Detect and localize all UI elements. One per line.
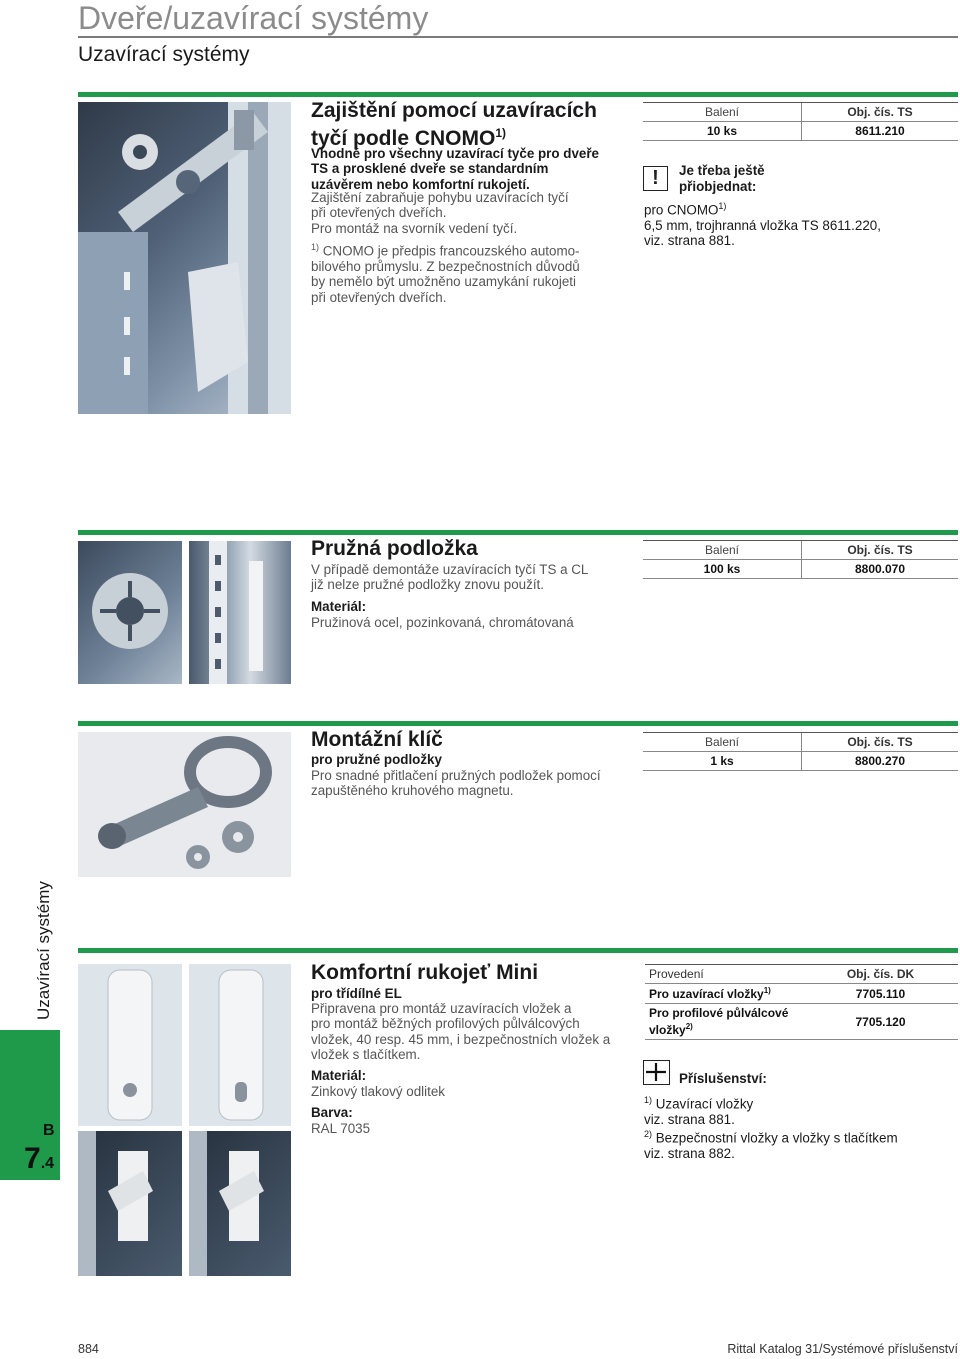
section-description: Zajištění zabraňuje pohybu uzavíracích tyčí při otevřených dveřích. Pro montáž na svorník vedení tyčí. [311, 190, 569, 236]
section-subtitle: pro třídílné EL [311, 986, 402, 1001]
section-divider [78, 530, 958, 535]
table-cell: 8611.210 [802, 122, 959, 141]
notice-text: pro CNOMO$^{1)}$ 6,5 mm, trojhranná vložka TS 8611.220, viz. strana 881. [644, 201, 881, 249]
section-divider [78, 721, 958, 726]
product-photo-handle-closed [78, 964, 182, 1126]
notice-title: Je třeba ještě přiobjednat: [679, 163, 765, 194]
material-label: Materiál: [311, 1068, 367, 1083]
page-title: Dveře/uzavírací systémy [78, 0, 429, 36]
product-photo-handle-cylinder [189, 964, 291, 1126]
catalog-name: Rittal Katalog 31/Systémové příslušenství [727, 1342, 958, 1356]
table-cell: 7705.110 [803, 984, 958, 1004]
page-subtitle: Uzavírací systémy [78, 43, 250, 66]
order-table [643, 102, 958, 141]
accessories-title: Příslušenství: [679, 1071, 767, 1086]
product-photo-handle-open-2 [189, 1131, 291, 1276]
header-divider [78, 36, 958, 38]
plus-icon [643, 1060, 670, 1085]
order-table [645, 964, 958, 1040]
color-label: Barva: [311, 1105, 353, 1120]
table-cell: 100 ks [643, 560, 802, 579]
table-cell: 8800.070 [802, 560, 959, 579]
column-header: Obj. čís. TS [802, 733, 959, 752]
chapter-tab [0, 1030, 60, 1180]
column-header: Balení [643, 541, 802, 560]
column-header: Balení [643, 733, 802, 752]
column-header: Balení [643, 103, 802, 122]
table-cell: 1 ks [643, 752, 802, 771]
page-number: 884 [78, 1342, 99, 1356]
table-cell: 8800.270 [802, 752, 959, 771]
section-description: Pro snadné přitlačení pružných podložek pomocí zapuštěného kruhového magnetu. [311, 768, 601, 799]
list-item: $^{1)}$ Uzavírací vložky [644, 1095, 754, 1112]
list-item: $^{2)}$ Bezpečnostní vložky a vložky s tlačítkem [644, 1129, 898, 1146]
section-title-handle: Komfortní rukojeť Mini [311, 961, 539, 984]
column-header: Obj. čís. TS [802, 541, 959, 560]
section-title-cnomo: Zajištění pomocí uzavíracích tyčí podle CNOMO$^{1)}$ [311, 99, 597, 150]
section-title-key: Montážní klíč [311, 728, 443, 751]
column-header: Obj. čís. TS [802, 103, 959, 122]
section-intro: Vhodné pro všechny uzavírací tyče pro dveře TS a prosklené dveře se standardním uzávěrem nebo komfortní rukojetí. [311, 146, 600, 192]
footnote-cnomo: $^{1)}$ CNOMO je předpis francouzského automo- bilového průmyslu. Z bezpečnostních důvodů by nemělo být umožněno uzamykání rukojeti při otevřených dveřích. [311, 242, 580, 305]
table-cell: 7705.120 [803, 1004, 958, 1040]
product-photo-washer [78, 541, 182, 684]
color-value: RAL 7035 [311, 1121, 371, 1136]
chapter-letter: B [43, 1122, 55, 1139]
section-title-washer: Pružná podložka [311, 537, 478, 560]
material-value: Pružinová ocel, pozinkovaná, chromátovaná [311, 615, 574, 630]
column-header: Obj. čís. DK [803, 965, 958, 984]
chapter-number: 7.4 [24, 1142, 55, 1175]
section-divider [78, 948, 958, 953]
table-cell: Pro uzavírací vložky$^{1)}$ [645, 984, 803, 1004]
order-table [643, 732, 958, 771]
product-photo-handle-open-1 [78, 1131, 182, 1276]
product-photo-rod [189, 541, 291, 684]
product-photo-key [78, 732, 291, 877]
section-description: Připravena pro montáž uzavíracích vložek a pro montáž běžných profilových půlválcových vložek, 40 resp. 45 mm, i bezpečnostních vložek a vložek s tlačítkem. [311, 1001, 611, 1063]
table-cell: Pro profilové půlválcové vložky$^{2)}$ [645, 1004, 803, 1040]
sidebar-category-label: Uzavírací systémy [34, 881, 53, 1020]
section-divider [78, 92, 958, 97]
order-table [643, 540, 958, 579]
section-description: V případě demontáže uzavíracích tyčí TS a CL již nelze pružné podložky znovu použít. [311, 562, 589, 593]
section-subtitle: pro pružné podložky [311, 752, 442, 767]
exclamation-icon: ! [643, 166, 668, 191]
column-header: Provedení [645, 965, 803, 984]
accessories-list: $^{1)}$ Uzavírací vložky viz. strana 881. $^{2)}$ Bezpečnostní vložky a vložky s tlačítkem viz. strana 882. [644, 1095, 898, 1162]
table-cell: 10 ks [643, 122, 802, 141]
material-label: Materiál: [311, 599, 367, 614]
product-photo-cnomo [78, 102, 291, 414]
material-value: Zinkový tlakový odlitek [311, 1084, 445, 1099]
